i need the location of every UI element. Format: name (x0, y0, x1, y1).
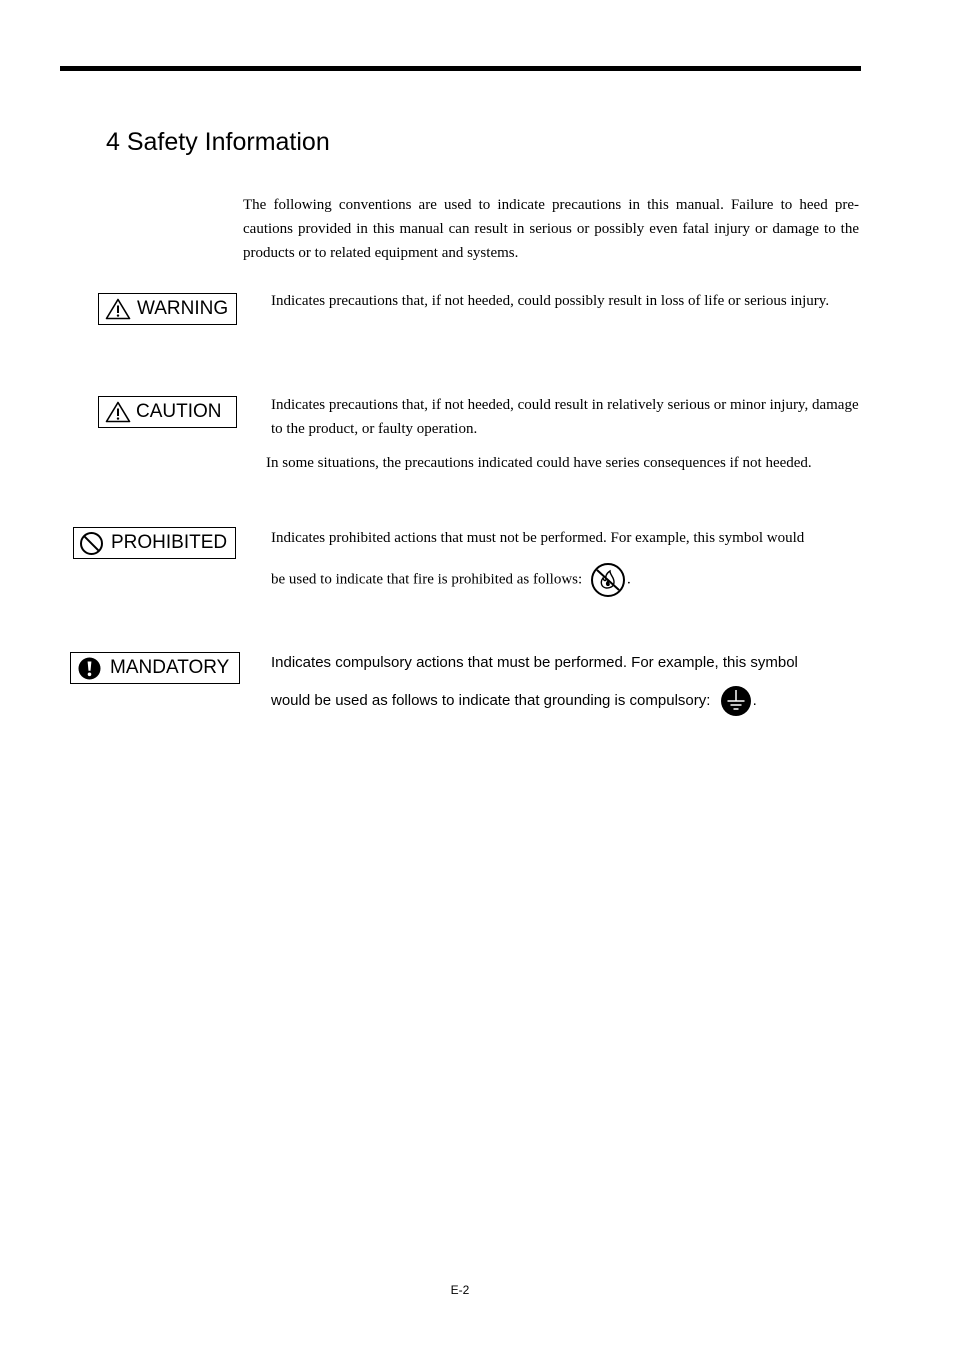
caution-description: Indicates precautions that, if not heeded, could result in relatively serious or minor injury, damage to the product, or faulty operation. (271, 397, 859, 437)
exclamation-circle-icon (78, 657, 101, 680)
warning-triangle-icon (105, 401, 131, 423)
warning-label (98, 293, 237, 325)
section-title: 4 Safety Information (106, 128, 330, 156)
intro-paragraph: The following conventions are used to indicate precautions in this manual. Failure to heed pre-cautions provided in this manual can result in serious or possibly even fatal injury or damage to the products or to related equipment and systems. (243, 197, 859, 261)
warning-triangle-icon (105, 298, 131, 320)
no-fire-icon (589, 562, 627, 598)
prohibited-label (73, 527, 236, 559)
mandatory-text-line: Indicates compulsory actions that must be performed. For example, this symbol (271, 654, 798, 671)
mandatory-description (271, 653, 859, 717)
prohibited-text-line: be used to indicate that fire is prohibited as follows: (271, 571, 583, 588)
prohibited-description (271, 526, 859, 598)
mandatory-label (70, 652, 240, 684)
mandatory-label-text: MANDATORY (110, 657, 230, 678)
warning-description: Indicates precautions that, if not heeded, could possibly result in loss of life or serious injury. (271, 293, 830, 309)
header-rule (60, 66, 861, 71)
caution-label-text: CAUTION (136, 401, 222, 422)
caution-note: In some situations, the precautions indicated could have series consequences if not heeded. (266, 455, 812, 471)
prohibited-text-line: Indicates prohibited actions that must not be performed. For example, this symbol would (271, 530, 805, 546)
warning-label-text: WARNING (137, 298, 229, 319)
ground-icon (719, 685, 753, 717)
prohibited-circle-icon (79, 531, 104, 556)
mandatory-text-line: would be used as follows to indicate that grounding is compulsory: (271, 691, 711, 709)
mandatory-period: . (752, 691, 757, 709)
prohibited-period: . (626, 571, 631, 588)
prohibited-label-text: PROHIBITED (111, 532, 228, 553)
caution-label (98, 396, 237, 428)
page-number: E-2 (450, 1283, 470, 1297)
